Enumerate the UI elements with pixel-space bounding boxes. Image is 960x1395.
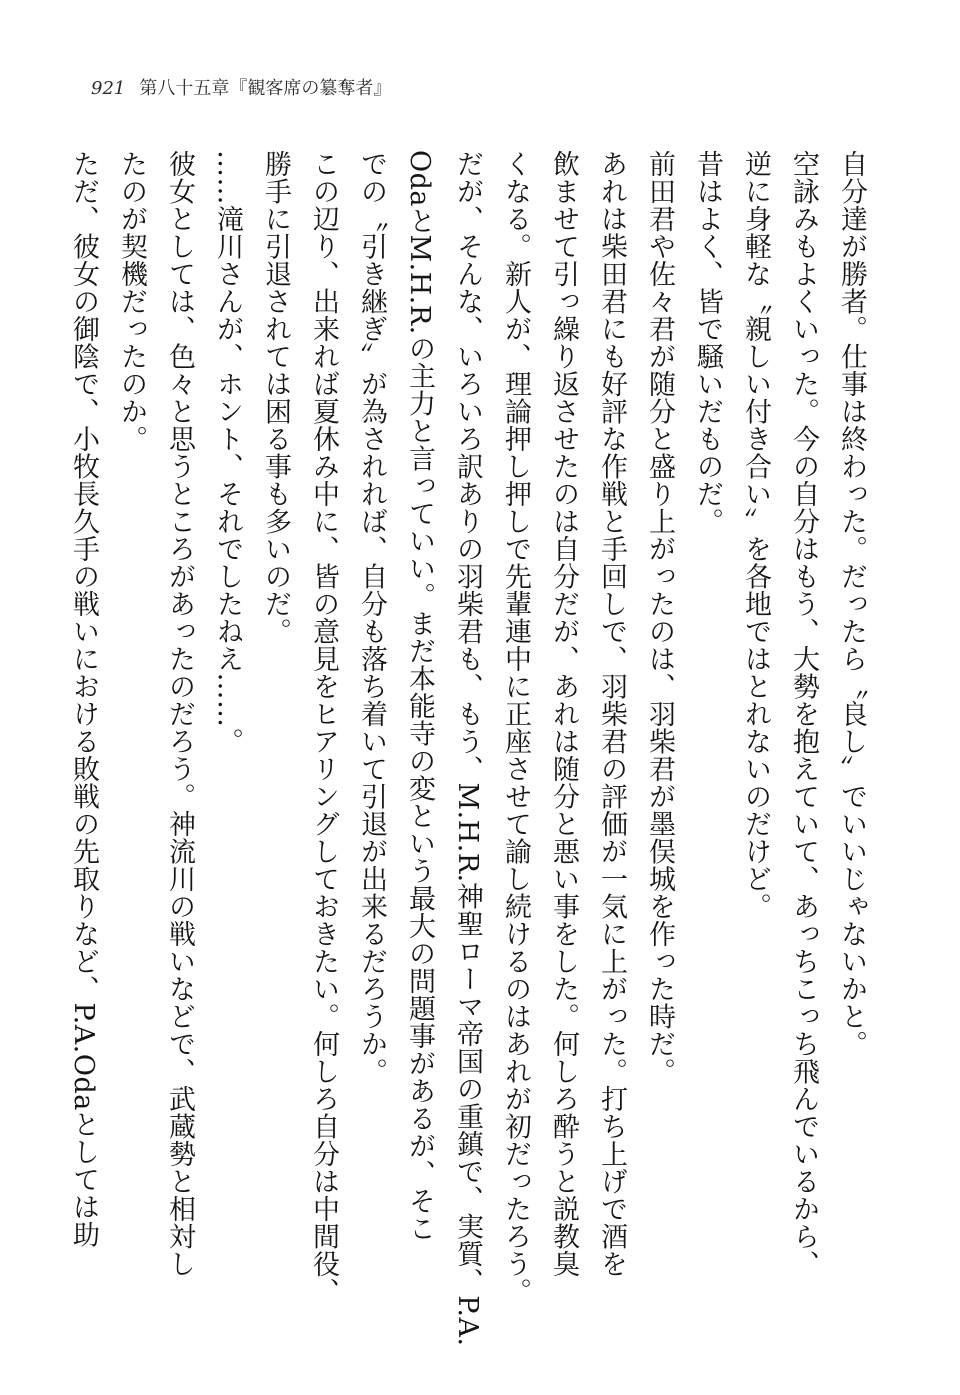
text-line-14: ……滝川さんが、ホント、それでしたねえ……。 — [212, 150, 243, 755]
text-line-12: この辺り、出来れば夏休み中に、皆の意見をヒアリングしておきたい。何しろ自分は中間役、 — [308, 150, 339, 1305]
text-line-16: たのが契機だったのか。 — [116, 150, 147, 453]
text-line-2: 空詠みもよくいった。今の自分はもう、大勢を抱えていて、あっちこっち飛んでいるから、 — [788, 150, 819, 1278]
text-line-4: 昔はよく、皆で騒いだものだ。 — [692, 150, 723, 535]
chapter-title: 第八十五章『観客席の簒奪者』 — [139, 78, 392, 99]
page-number: 921 — [91, 78, 126, 99]
text-line-15: 彼女としては、色々と思うところがあったのだろう。神流川の戦いなどで、武蔵勢と相対し — [164, 150, 195, 1278]
text-line-3: 逆に身軽な〝親しい付き合い〟を各地ではとれないのだけど。 — [740, 150, 771, 920]
text-line-11: での〝引き継ぎ〟が為されれば、自分も落ち着いて引退が出来るだろうか。 — [356, 150, 387, 1085]
text-line-10: OdaとM.H.R.の主力と言っていい。まだ本能寺の変という最大の問題事があるが、そこ — [404, 150, 435, 1243]
text-line-1: 自分達が勝者。仕事は終わった。だったら〝良し〟でいいじゃないかと。 — [836, 150, 867, 1058]
text-line-8: くなる。新人が、理論押し押しで先輩連中に正座させて諭し続けるのはあれが初だったろう。 — [500, 150, 531, 1305]
text-line-17: ただ、彼女の御陰で、小牧長久手の戦いにおける敗戦の先取りなど、P.A.Odaとしては助 — [68, 150, 99, 1249]
text-line-7: 飲ませて引っ繰り返させたのは自分だが、あれは随分と悪い事をした。何しろ酔うと説教臭 — [548, 150, 579, 1278]
page-header — [91, 75, 391, 103]
text-line-9: だが、そんな、いろいろ訳ありの羽柴君も、もう、M.H.R.神聖ローマ帝国の重鎮で、実質、P.A. — [452, 150, 483, 1347]
text-line-6: あれは柴田君にも好評な作戦と手回しで、羽柴君の評価が一気に上がった。打ち上げで酒を — [596, 150, 627, 1278]
text-line-5: 前田君や佐々君が随分と盛り上がったのは、羽柴君が墨俣城を作った時だ。 — [644, 150, 675, 1085]
vertical-body-text — [68, 150, 875, 1347]
text-line-13: 勝手に引退されては困る事も多いのだ。 — [260, 150, 291, 645]
